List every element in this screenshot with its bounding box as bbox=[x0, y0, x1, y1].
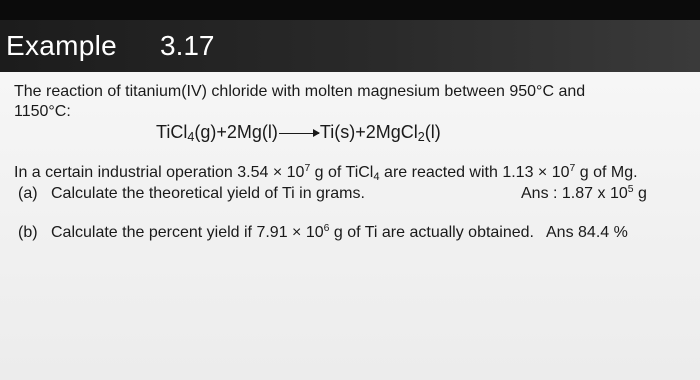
problem-statement: In a certain industrial operation $3.54 \times 10^7$ g of TiCl$_4$ are reacted with $1.13 \times 10^7$ g of Mg. bbox=[14, 162, 638, 183]
intro-line-2: 1150°C: bbox=[14, 103, 71, 120]
reaction-arrow-icon bbox=[279, 133, 319, 134]
example-number: 3.17 bbox=[160, 30, 215, 61]
product-mgcl2: 2MgCl$_2$(l) bbox=[365, 122, 441, 145]
product-ti: Ti(s) bbox=[319, 122, 356, 142]
part-b-label: (b) bbox=[18, 224, 38, 241]
intro-line-1: The reaction of titanium(IV) chloride with molten magnesium between 950°C and bbox=[14, 83, 586, 100]
reactant-ticl4: TiCl$_4$(g) bbox=[156, 122, 217, 145]
part-a-label: (a) bbox=[18, 185, 38, 202]
plus-sign: + bbox=[216, 122, 227, 142]
chemical-equation bbox=[156, 122, 441, 143]
part-a-answer: Ans : 1.87 x $10^5$ g bbox=[521, 183, 647, 202]
example-title: Example bbox=[6, 30, 118, 61]
part-b-answer: Ans 84.4 % bbox=[546, 224, 628, 241]
example-content bbox=[0, 72, 700, 380]
top-bar bbox=[0, 0, 700, 20]
part-b-question: Calculate the percent yield if $7.91 \times 10^6$ g of Ti are actually obtained. bbox=[51, 222, 534, 241]
example-header bbox=[0, 20, 700, 72]
reactant-mg: 2Mg(l) bbox=[226, 122, 278, 142]
plus-sign: + bbox=[355, 122, 366, 142]
part-a-question: Calculate the theoretical yield of Ti in grams. bbox=[51, 185, 365, 202]
